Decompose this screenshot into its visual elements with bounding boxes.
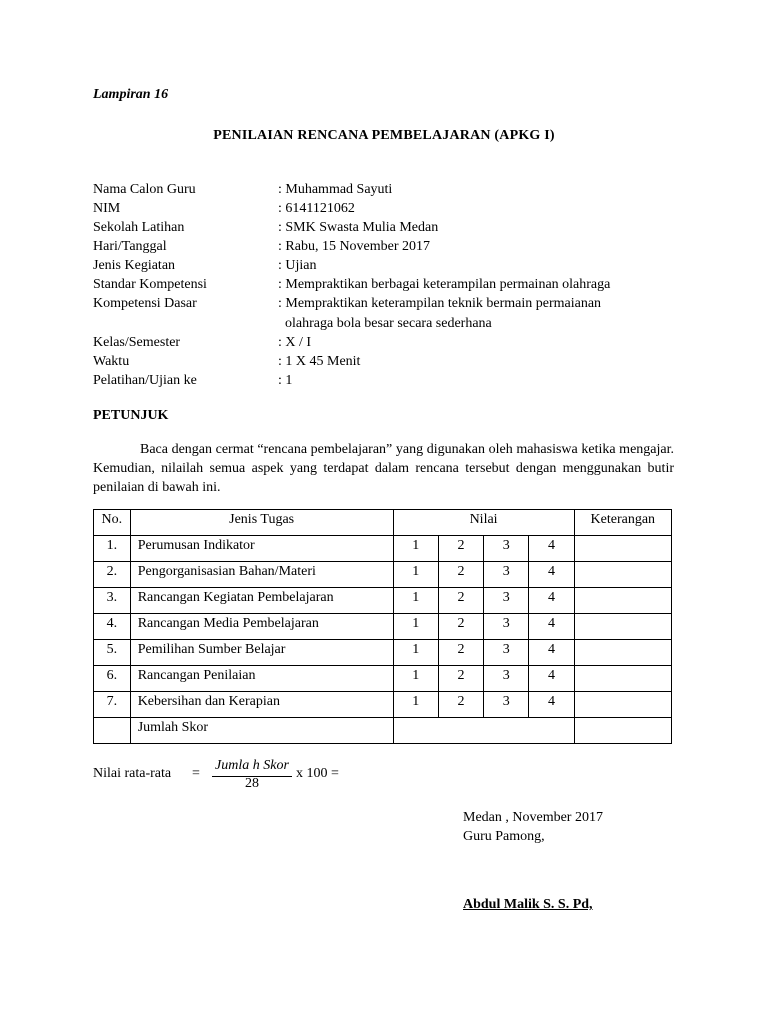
score-1[interactable]: 1 [393, 640, 438, 666]
info-label-kompetensi: Kompetensi Dasar [93, 296, 197, 311]
info-value-ujian-ke: : 1 [278, 373, 293, 388]
row-number: 4. [94, 614, 131, 640]
table-header-row [94, 510, 672, 536]
appendix-label: Lampiran 16 [93, 87, 169, 102]
score-1[interactable]: 1 [393, 692, 438, 718]
row-task: Rancangan Media Pembelajaran [130, 614, 393, 640]
row-number: 6. [94, 666, 131, 692]
row-task: Perumusan Indikator [130, 536, 393, 562]
total-value[interactable] [393, 718, 574, 744]
table-row [94, 536, 672, 562]
info-label-nama: Nama Calon Guru [93, 182, 196, 197]
score-3[interactable]: 3 [484, 666, 529, 692]
score-3[interactable]: 3 [484, 588, 529, 614]
row-number: 5. [94, 640, 131, 666]
row-task: Pengorganisasian Bahan/Materi [130, 562, 393, 588]
info-value-kelas: : X / I [278, 335, 312, 350]
signature-place-date: Medan , November 2017 [463, 810, 603, 825]
row-task: Kebersihan dan Kerapian [130, 692, 393, 718]
header-no: No. [94, 510, 131, 536]
equals-sign: = [192, 766, 200, 781]
row-number: 1. [94, 536, 131, 562]
table-total-row [94, 718, 672, 744]
info-value-standar: : Mempraktikan berbagai keterampilan permainan olahraga [278, 277, 611, 292]
score-2[interactable]: 2 [438, 562, 483, 588]
total-keterangan[interactable] [574, 718, 671, 744]
info-value-kegiatan: : Ujian [278, 258, 317, 273]
score-4[interactable]: 4 [529, 692, 574, 718]
table-row [94, 640, 672, 666]
score-4[interactable]: 4 [529, 614, 574, 640]
info-label-waktu: Waktu [93, 354, 130, 369]
score-4[interactable]: 4 [529, 588, 574, 614]
score-2[interactable]: 2 [438, 666, 483, 692]
row-task: Pemilihan Sumber Belajar [130, 640, 393, 666]
instruction-paragraph [93, 440, 674, 497]
info-label-kegiatan: Jenis Kegiatan [93, 258, 176, 273]
info-value-kompetensi: : Mempraktikan keterampilan teknik bermain permaianan [278, 296, 602, 311]
header-nilai: Nilai [393, 510, 574, 536]
row-number: 3. [94, 588, 131, 614]
total-number-cell [94, 718, 131, 744]
info-value-tanggal: : Rabu, 15 November 2017 [278, 239, 431, 254]
score-4[interactable]: 4 [529, 536, 574, 562]
header-task: Jenis Tugas [130, 510, 393, 536]
info-label-kelas: Kelas/Semester [93, 335, 181, 350]
score-3[interactable]: 3 [484, 640, 529, 666]
table-row [94, 666, 672, 692]
info-label-tanggal: Hari/Tanggal [93, 239, 167, 254]
row-keterangan[interactable] [574, 536, 671, 562]
score-2[interactable]: 2 [438, 588, 483, 614]
row-keterangan[interactable] [574, 588, 671, 614]
info-value-nama: : Muhammad Sayuti [278, 182, 393, 197]
row-task: Rancangan Kegiatan Pembelajaran [130, 588, 393, 614]
table-row [94, 614, 672, 640]
row-keterangan[interactable] [574, 562, 671, 588]
signature-name: Abdul Malik S. S. Pd, [463, 897, 593, 912]
assessment-table [93, 509, 672, 744]
score-2[interactable]: 2 [438, 614, 483, 640]
row-keterangan[interactable] [574, 640, 671, 666]
info-value-nim: : 6141121062 [278, 201, 355, 216]
score-1[interactable]: 1 [393, 666, 438, 692]
info-label-standar: Standar Kompetensi [93, 277, 207, 292]
score-3[interactable]: 3 [484, 536, 529, 562]
score-3[interactable]: 3 [484, 562, 529, 588]
row-keterangan[interactable] [574, 614, 671, 640]
header-keterangan: Keterangan [574, 510, 671, 536]
info-value-sekolah: : SMK Swasta Mulia Medan [278, 220, 439, 235]
formula-multiplier: x 100 = [296, 766, 339, 781]
score-2[interactable]: 2 [438, 536, 483, 562]
info-value-waktu: : 1 X 45 Menit [278, 354, 361, 369]
row-task: Rancangan Penilaian [130, 666, 393, 692]
info-label-ujian-ke: Pelatihan/Ujian ke [93, 373, 197, 388]
score-2[interactable]: 2 [438, 692, 483, 718]
fraction-denominator: 28 [245, 776, 259, 791]
score-4[interactable]: 4 [529, 666, 574, 692]
section-heading-petunjuk: PETUNJUK [93, 408, 169, 423]
page-title: PENILAIAN RENCANA PEMBELAJARAN (APKG I) [213, 128, 555, 143]
table-row [94, 692, 672, 718]
score-1[interactable]: 1 [393, 562, 438, 588]
score-3[interactable]: 3 [484, 692, 529, 718]
score-4[interactable]: 4 [529, 562, 574, 588]
score-1[interactable]: 1 [393, 614, 438, 640]
row-number: 7. [94, 692, 131, 718]
score-1[interactable]: 1 [393, 588, 438, 614]
score-4[interactable]: 4 [529, 640, 574, 666]
info-value-kompetensi-cont: olahraga bola besar secara sederhana [285, 316, 492, 331]
info-label-nim: NIM [93, 201, 121, 216]
table-row [94, 588, 672, 614]
row-keterangan[interactable] [574, 692, 671, 718]
row-keterangan[interactable] [574, 666, 671, 692]
score-1[interactable]: 1 [393, 536, 438, 562]
row-number: 2. [94, 562, 131, 588]
table-row [94, 562, 672, 588]
average-score-label: Nilai rata-rata [93, 766, 172, 781]
signature-role: Guru Pamong, [463, 829, 545, 844]
score-2[interactable]: 2 [438, 640, 483, 666]
instruction-text: Baca dengan cermat “rencana pembelajaran” yang digunakan oleh mahasiswa ketika mengajar. Kemudian, nilailah semua aspek yang terdapat dalam rencana tersebut dengan menggunakan butir penilaian di bawah ini. [93, 442, 674, 495]
total-label: Jumlah Skor [130, 718, 393, 744]
info-label-sekolah: Sekolah Latihan [93, 220, 185, 235]
score-3[interactable]: 3 [484, 614, 529, 640]
fraction-numerator: Jumla h Skor [215, 758, 289, 773]
